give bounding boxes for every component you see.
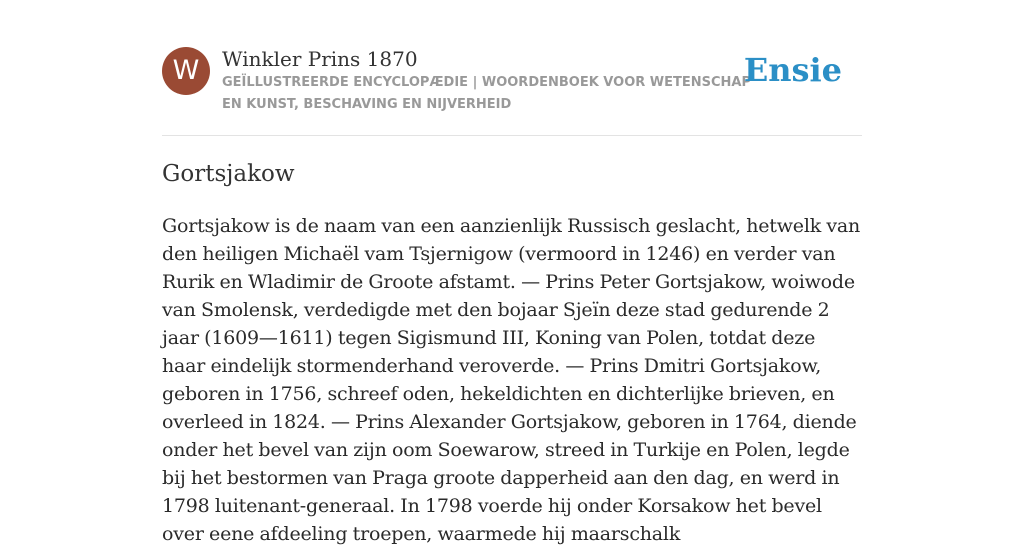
- article-title: Gortsjakow: [162, 161, 295, 187]
- avatar[interactable]: W: [162, 47, 210, 95]
- source-subtitle: GEÏLLUSTREERDE ENCYCLOPÆDIE | WOORDENBOEK VOOR WETENSCHAP EN KUNST, BESCHAVING EN NIJVERHEID: [222, 75, 751, 112]
- source-header: [162, 47, 862, 136]
- source-title[interactable]: Winkler Prins 1870: [222, 47, 418, 71]
- ensie-logo[interactable]: Ensie: [743, 51, 842, 89]
- article-body: Gortsjakow is de naam van een aanzienlijk Russisch geslacht, hetwelk van den heiligen Michaël vam Tsjernigow (vermoord in 1246) en verder van Rurik en Wladimir de Groote afstamt. — Prins Peter Gortsjakow, woiwode van Smolensk, verdedigde met den bojaar Sjeïn deze stad gedurende 2 jaar (1609—1611) tegen Sigismund III, Koning van Polen, totdat deze haar eindelijk stormenderhand veroverde. — Prins Dmitri Gortsjakow, geboren in 1756, schreef oden, hekeldichten en dichterlijke brieven, en overleed in 1824. — Prins Alexander Gortsjakow, geboren in 1764, diende onder het bevel van zijn oom Soewarow, streed in Turkije en Polen, legde bij het bestormen van Praga groote dapperheid aan den dag, en werd in 1798 luitenant-generaal. In 1798 voerde hij onder Korsakow het bevel over eene afdeeling troepen, waarmede hij maarschalk: [162, 215, 861, 545]
